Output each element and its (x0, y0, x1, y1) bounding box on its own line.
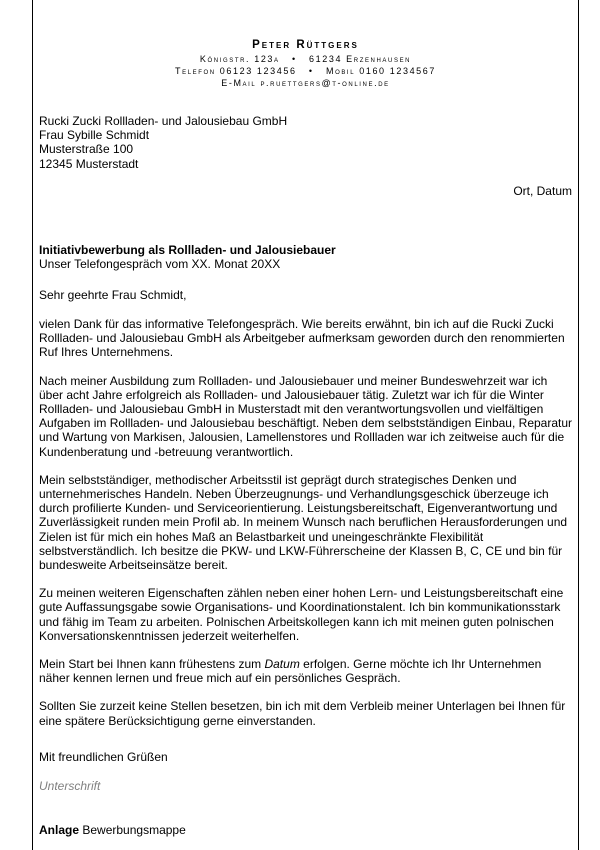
subject-reference: Unser Telefongespräch vom XX. Monat 20XX (39, 257, 281, 272)
start-paragraph (39, 657, 573, 685)
letterhead (33, 38, 578, 89)
sender-email: E-Mail p.ruettgers@t-online.de (221, 78, 390, 88)
closing-paragraph: Sollten Sie zurzeit keine Stellen besetzen, bin ich mit dem Verbleib meiner Unterlagen bei Ihnen für eine spätere Berücksichtigung gerne einverstanden. (39, 699, 566, 728)
sender-street: Königstr. 123a (199, 54, 280, 64)
separator-dot: • (308, 66, 314, 76)
body-paragraph: Mein selbstständiger, methodischer Arbeitsstil ist geprägt durch strategisches Denken und unternehmerisches Handeln. Neben Überzeugnungs- und Verhandlungsgeschick überzeuge ich durch profilierte Kunden- und Serviceorientierung. Leistungsbereitschaft, Eigenverantwortung und Zuverlässigkeit runden mein Profil ab. In meinem Wunsch nach beruflichen Herausforderungen und Zielen ist für mich ein hohes Maß an Belastbarkeit und uneingeschränkte Flexibilität selbstverständlich. Ich besitze die PKW- und LKW-Führerscheine der Klassen B, C, CE und bin für bundesweite Arbeitseinsätze bereit. (39, 472, 568, 573)
letter-body (39, 317, 573, 742)
enclosure-line (39, 823, 573, 837)
enclosure-label: Anlage (39, 823, 80, 837)
sender-city: 61234 Erzenhausen (309, 54, 412, 64)
sender-address-line (33, 53, 578, 65)
sender-phone: Telefon 06123 123456 (175, 66, 297, 76)
sender-mobile: Mobil 0160 1234567 (325, 66, 436, 76)
body-paragraph: Zu meinen weiteren Eigenschaften zählen neben einer hohen Lern- und Leistungsbereitschaft eine gute Auffassungsgabe sowie Organisations- und Koordinationstalent. Ich bin kommunikationsstark und fähig im Team zu arbeiten. Polnischen Arbeitskollegen kann ich mit meinen guten polnischen Konversationskenntnissen jederzeit weiterhelfen. (39, 586, 564, 643)
enclosure-text: Bewerbungsmappe (82, 823, 186, 837)
letter-date: Ort, Datum (513, 184, 572, 198)
sender-name: Peter Rüttgers (252, 39, 359, 51)
subject-title: Initiativbewerbung als Rollladen- und Jalousiebauer (39, 243, 336, 257)
right-margin-line (578, 0, 579, 850)
subject-block (39, 243, 573, 271)
recipient-contact: Frau Sybille Schmidt (39, 128, 150, 143)
recipient-city: 12345 Musterstadt (39, 156, 139, 171)
body-paragraph: Nach meiner Ausbildung zum Rollladen- und Jalousiebauer und meiner Bundeswehrzeit war ich über acht Jahre erfolgreich als Rollladen- und Jalousiebauer tätig. Zuletzt war ich für die Winter Rollladen- und Jalousiebau GmbH in Musterstadt mit den verantwortungsvollen und vielfältigen Aufgaben im Rollladen- und Jalousiebau beschäftigt. Neben dem selbstständigen Einbau, Reparatur und Wartung von Markisen, Jalousien, Lamellenstores und Rollladen war ich zeitweise auch für die Kundenberatung und -betreuung verantwortlich. (39, 373, 573, 459)
signature-placeholder: Unterschrift (39, 779, 101, 793)
body-paragraph: vielen Dank für das informative Telefongespräch. Wie bereits erwähnt, bin ich auf die Rucki Zucki Rollladen- und Jalousiebau GmbH als Arbeitgeber aufmerksam geworden durch den renommierten Ruf Ihres Unternehmens. (39, 317, 565, 360)
recipient-address (39, 114, 573, 171)
left-margin-line (32, 0, 33, 850)
separator-dot: • (291, 54, 297, 64)
closing-phrase: Mit freundlichen Grüßen (39, 750, 168, 764)
sender-phone-line (33, 65, 578, 77)
start-text-before: Mein Start bei Ihnen kann frühestens zum (39, 657, 265, 672)
start-text-after: erfolgen. Gerne möchte ich Ihr Unternehmen näher kennen lernen und freue mich auf ein persönliches Gespräch. (39, 657, 542, 686)
recipient-street: Musterstraße 100 (39, 142, 134, 157)
recipient-company: Rucki Zucki Rollladen- und Jalousiebau GmbH (39, 114, 288, 128)
salutation: Sehr geehrte Frau Schmidt, (39, 288, 187, 302)
start-date-placeholder: Datum (264, 657, 300, 672)
